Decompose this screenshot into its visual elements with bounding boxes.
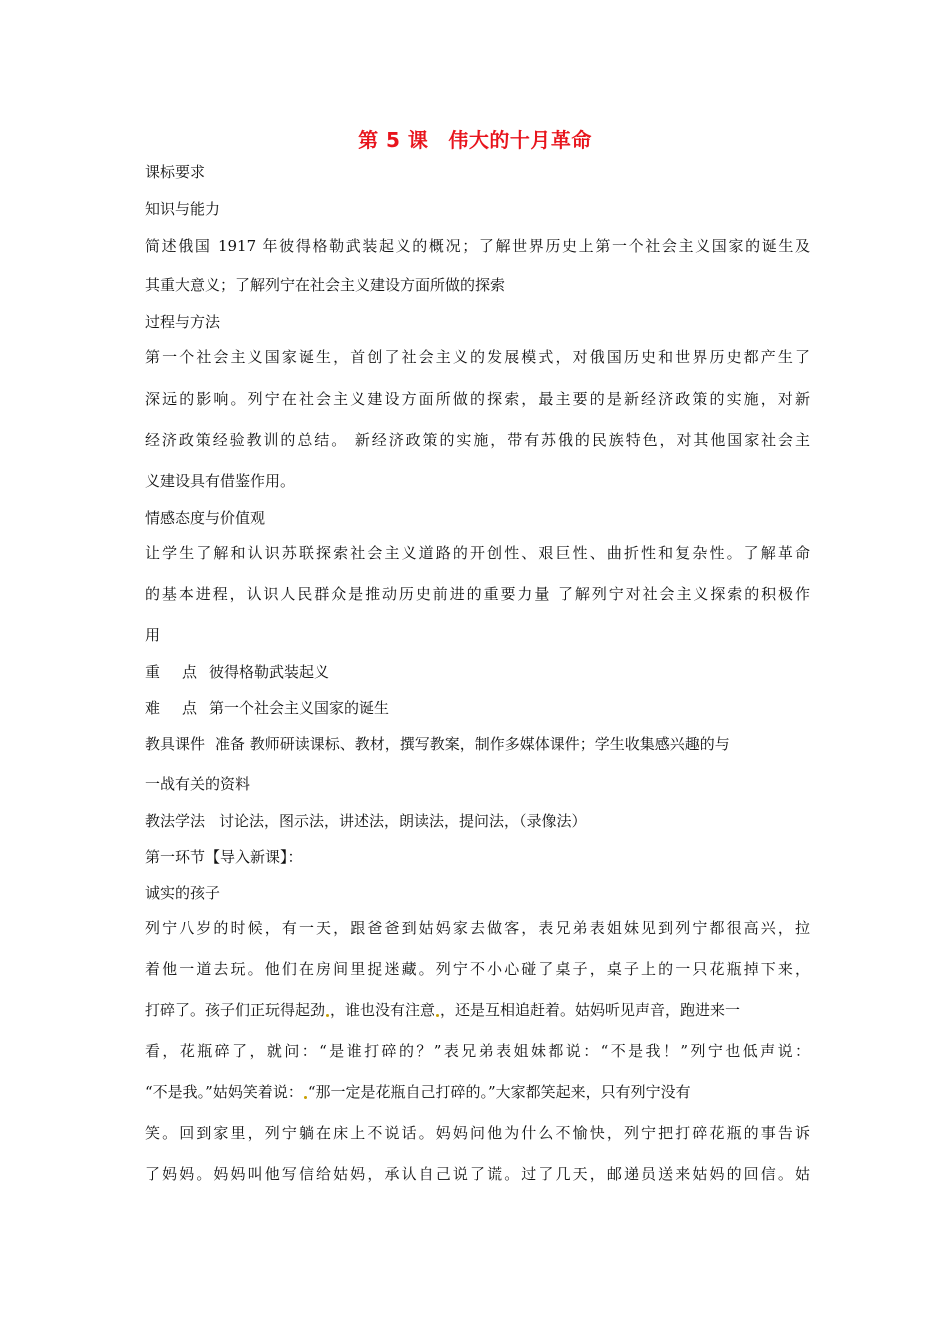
story-text: 打碎了。孩子们正玩得起劲: [145, 1001, 326, 1019]
story-text: “那一定是花瓶自己打碎的。”大家都笑起来，只有列宁没有: [307, 1083, 691, 1101]
paragraph-line: 深远的影响。列宁在社会主义建设方面所做的探索，最主要的是新经济政策的实施，对新: [145, 390, 810, 408]
difficult-point-value: 第一个社会主义国家的诞生: [209, 699, 390, 717]
story-line: 了妈妈。妈妈叫他写信给姑妈，承认自己说了谎。过了几天，邮递员送来姑妈的回信。姑: [145, 1165, 810, 1183]
key-point-row: [145, 663, 810, 681]
teaching-prep-row: [145, 735, 810, 753]
key-point-label-b: 点: [182, 663, 198, 681]
teaching-method-row: [145, 812, 810, 830]
story-line: [145, 1001, 810, 1019]
key-point-value: 彼得格勒武装起义: [209, 663, 330, 681]
heading-knowledge-ability: 知识与能力: [145, 200, 221, 218]
teaching-method-value: 讨论法，图示法，讲述法，朗读法，提问法，（录像法）: [219, 812, 587, 830]
difficult-point-label-a: 难: [145, 699, 161, 717]
paragraph-line: 用: [145, 626, 161, 644]
story-title: 诚实的孩子: [145, 884, 221, 902]
paragraph-line: 的基本进程，认识人民群众是推动历史前进的重要力量 了解列宁对社会主义探索的积极作: [145, 585, 810, 603]
heading-curriculum-requirements: 课标要求: [145, 163, 206, 181]
paragraph-line: 经济政策经验教训的总结。 新经济政策的实施，带有苏俄的民族特色，对其他国家社会主: [145, 431, 810, 449]
teaching-prep-line2: 一战有关的资料: [145, 775, 251, 793]
difficult-point-label-b: 点: [182, 699, 198, 717]
lesson-name: 伟大的十月革命: [448, 128, 592, 152]
key-point-label-a: 重: [145, 663, 161, 681]
story-text: “不是我。”姑妈笑着说：: [145, 1083, 303, 1101]
story-line: 笑。回到家里，列宁躺在床上不说话。妈妈问他为什么不愉快，列宁把打碎花瓶的事告诉: [145, 1124, 810, 1142]
story-line: 看，花瓶碎了，就问：“是谁打碎的？”表兄弟表姐妹都说：“不是我！”列宁也低声说：: [145, 1042, 810, 1060]
heading-process-method: 过程与方法: [145, 313, 221, 331]
story-line: 着他一道去玩。他们在房间里捉迷藏。列宁不小心碰了桌子，桌子上的一只花瓶掉下来，: [145, 960, 810, 978]
edit-mark-dot: [436, 1014, 439, 1017]
paragraph-line: 其重大意义；了解列宁在社会主义建设方面所做的探索: [145, 276, 506, 294]
heading-emotion-values: 情感态度与价值观: [145, 509, 266, 527]
paragraph-line: 让学生了解和认识苏联探索社会主义道路的开创性、艰巨性、曲折性和复杂性。了解革命: [145, 544, 810, 562]
paragraph-line: 简述俄国 1917 年彼得格勒武装起义的概况；了解世界历史上第一个社会主义国家的诞生及: [145, 237, 810, 255]
story-line: [145, 1083, 810, 1101]
lesson-title: [0, 124, 950, 153]
story-line: 列宁八岁的时候，有一天，跟爸爸到姑妈家去做客，表兄弟表姐妹见到列宁都很高兴，拉: [145, 919, 810, 937]
lesson-number: 第 5 课: [358, 128, 429, 152]
difficult-point-row: [145, 699, 810, 717]
teaching-method-label: 教法学法: [145, 812, 206, 830]
teaching-prep-text: 准备 教师研读课标、教材，撰写教案，制作多媒体课件；学生收集感兴趣的与: [215, 735, 730, 753]
story-text: ，谁也没有注意: [330, 1001, 436, 1019]
section-heading-intro: 第一环节【导入新课】：: [145, 848, 303, 866]
story-text: ，还是互相追赶着。姑妈听见声音，跑进来一: [440, 1001, 741, 1019]
teaching-prep-label: 教具课件: [145, 735, 206, 753]
edit-mark-dot: [304, 1096, 307, 1099]
paragraph-line: 义建设具有借鉴作用。: [145, 472, 296, 490]
edit-mark-dot: [326, 1014, 329, 1017]
paragraph-line: 第一个社会主义国家诞生，首创了社会主义的发展模式，对俄国历史和世界历史都产生了: [145, 348, 810, 366]
